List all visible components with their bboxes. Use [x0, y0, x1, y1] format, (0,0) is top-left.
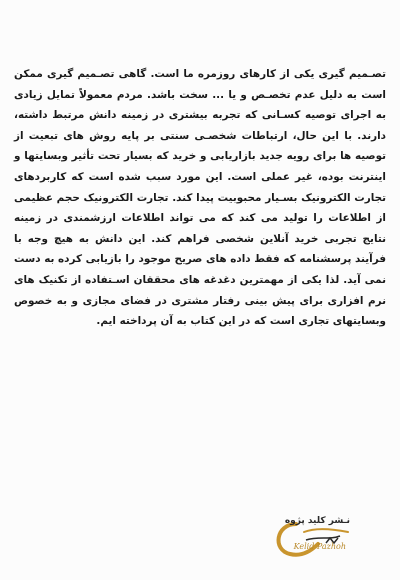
paragraph-text: تصـمیم گیری یکی از کارهای روزمره ما است. گاهی تصـمیم گیری ممکن است به دلیل عدم تخصـص و یا ... سخت باشد. مردم معمولاً تمایل زیادی به اجرای توصیه کسـانی که تجربه بیشتری در زمینه دانش مرتبط داشته، دارند. با این حال، ارتباطات شخصـی سنتی بر پایه روش های تبعیت از توصیه ها برای رویه جدید بازاریابی و خرید که بسیار تحت تأثیر وبسایتها و اینترنت بوده، غیر عملی است. این مورد سبب شده است که کاربردهای تجارت الکترونیک بسـیار محبوبیت پیدا کند. تجارت الکترونیک حجم عظیمی از اطلاعات را تولید می کند که می تواند اطلاعات ارزشمندی در زمینه نتایج تجربی خرید آنلاین شخصی فراهم کند. این دانش به هیچ وجه با فرآیند پرسشنامه که فقط داده های صریح موجود را بازیابی کرده به دست نمی آید. لذا یکی از مهمترین دغدغه های محققان اسـتفاده از تکنیک های نرم افزاری برای پیش بینی رفتار مشتری در فضای مجازی و به خصوص وبسایتهای تجاری است که در این کتاب به آن پرداخته ایم. [14, 68, 386, 328]
publisher-logo [268, 510, 358, 565]
book-paragraph [14, 64, 386, 332]
publisher-name-latin: Kelid Pazhoh [293, 542, 346, 551]
publisher-name-fa: نـشر کلید پژوه [284, 516, 350, 526]
